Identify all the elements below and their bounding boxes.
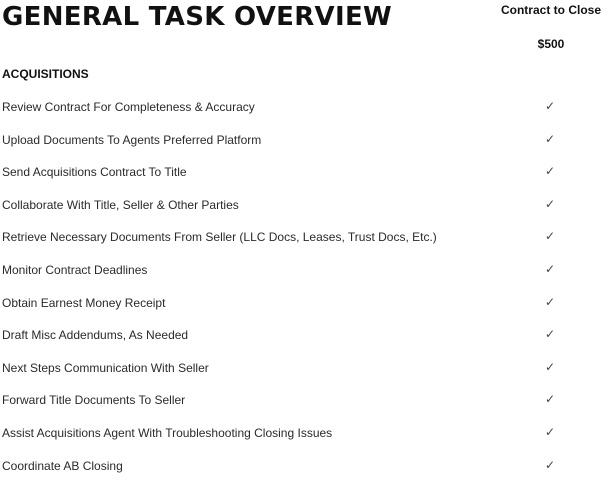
- checkmark-icon: ✓: [544, 131, 556, 146]
- task-label: Forward Title Documents To Seller: [2, 393, 186, 408]
- checkmark-icon: ✓: [544, 359, 556, 374]
- task-label: Upload Documents To Agents Preferred Platform: [2, 132, 262, 147]
- task-label: Review Contract For Completeness & Accuracy: [2, 100, 255, 114]
- checkmark-icon: ✓: [544, 229, 556, 244]
- task-label: Coordinate AB Closing: [2, 458, 123, 473]
- task-row: [0, 385, 610, 418]
- checkmark-icon: ✓: [544, 261, 556, 276]
- task-label: Obtain Earnest Money Receipt: [2, 295, 166, 310]
- checkmark-icon: ✓: [544, 424, 556, 439]
- checkmark-icon: ✓: [544, 164, 556, 179]
- task-label: Send Acquisitions Contract To Title: [2, 165, 187, 180]
- task-row: [0, 190, 610, 223]
- task-row: [0, 222, 610, 255]
- page-title: GENERAL TASK OVERVIEW: [2, 2, 392, 32]
- task-label: Assist Acquisitions Agent With Troubleshooting Closing Issues: [2, 425, 333, 440]
- checkmark-icon: ✓: [544, 99, 556, 113]
- checkmark-icon: ✓: [544, 196, 556, 211]
- task-label: Collaborate With Title, Seller & Other Parties: [2, 197, 239, 212]
- task-row: [0, 255, 610, 288]
- task-label: Draft Misc Addendums, As Needed: [2, 328, 189, 343]
- section-heading: ACQUISITIONS: [2, 67, 89, 81]
- checkmark-icon: ✓: [544, 327, 556, 342]
- task-list: [0, 92, 610, 483]
- checkmark-icon: ✓: [544, 457, 556, 472]
- task-label: Retrieve Necessary Documents From Seller (LLC Docs, Leases, Trust Docs, Etc.): [2, 230, 437, 245]
- task-label: Next Steps Communication With Seller: [2, 360, 209, 375]
- task-row: [0, 157, 610, 190]
- task-row: [0, 353, 610, 386]
- task-row: [0, 92, 610, 125]
- task-row: [0, 320, 610, 353]
- task-row: [0, 418, 610, 451]
- task-row: [0, 125, 610, 158]
- checkmark-icon: ✓: [544, 392, 556, 407]
- checkmark-icon: ✓: [544, 294, 556, 309]
- task-label: Monitor Contract Deadlines: [2, 262, 148, 277]
- task-row: [0, 288, 610, 321]
- plan-name: Contract to Close: [500, 3, 601, 17]
- task-row: [0, 451, 610, 483]
- plan-price: $500: [537, 37, 565, 51]
